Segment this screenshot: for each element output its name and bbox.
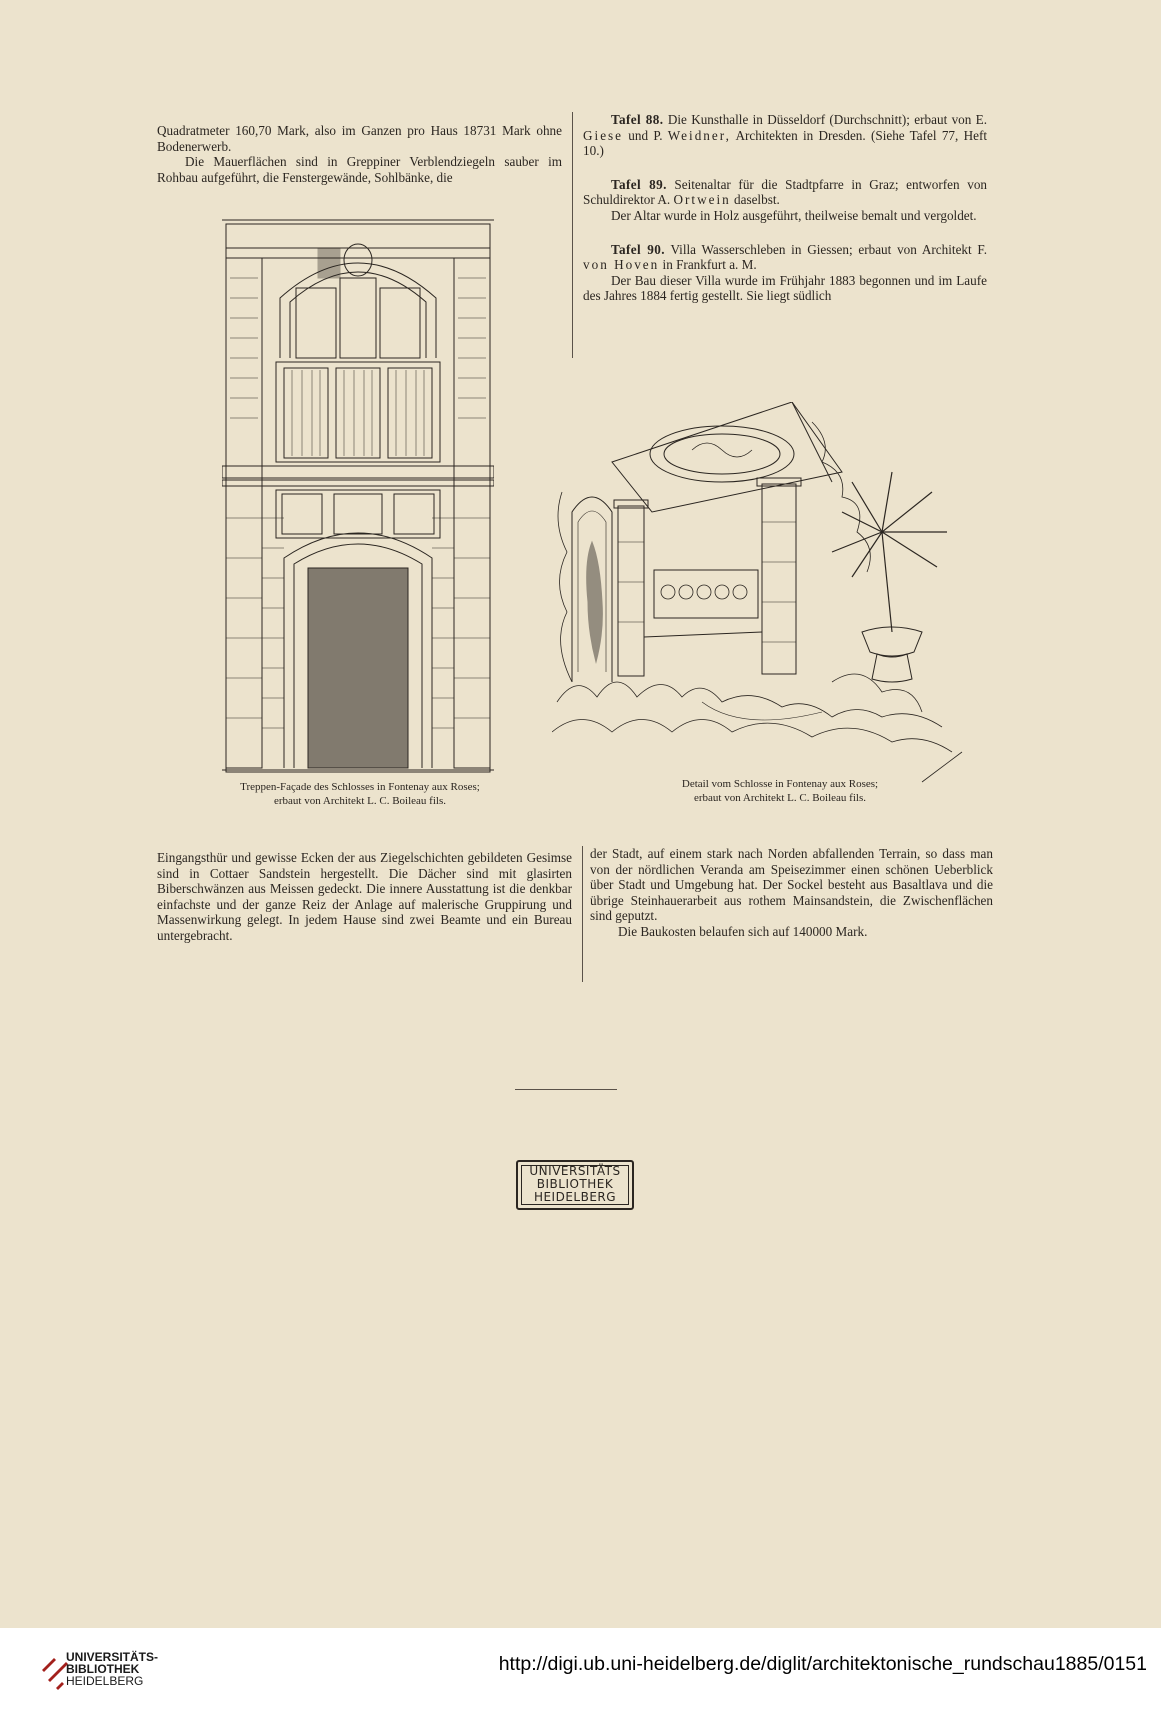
paragraph: Der Altar wurde in Holz ausgeführt, theilweise bemalt und vergoldet. — [611, 207, 977, 223]
paragraph: Eingangsthür und gewisse Ecken der aus Ziegelschichten gebildeten Gesimse sind in Cottaer Sandstein hergestellt. Die Dächer sind mit glasirten Biberschwänzen aus Meissen gedeckt. Die innere Ausstattung ist die denkbar einfachste und der ganze Reiz der Anlage auf malerische Gruppirung und Massenwirkung gelegt. In jedem Hause sind zwei Beamte und ein Bureau untergebracht. — [157, 850, 572, 943]
column-divider — [572, 112, 573, 358]
caption-left: Treppen-Façade des Schlosses in Fontenay aux Roses; erbaut von Architekt L. C. Boileau fils. — [240, 781, 480, 807]
left-column-bottom — [157, 850, 572, 944]
right-column-top — [583, 112, 987, 304]
tafel-88-entry: Tafel 88. Die Kunsthalle in Düsseldorf (Durchschnitt); erbaut von E. Giese und P. Weidner, Architekten in Dresden. (Siehe Tafel 77, Heft 10.) — [583, 112, 988, 159]
architect-name: Ortwein — [673, 192, 731, 208]
library-stamp: UNIVERSITÄTS BIBLIOTHEK HEIDELBERG — [516, 1160, 634, 1210]
paragraph: der Stadt, auf einem stark nach Norden abfallenden Terrain, so dass man von der nördlichen Veranda am Speisezimmer einen schönen Ueberblick über Stadt und Umgebung hat. Der Sockel besteht aus Basaltlava und die übrige Steinhauerarbeit aus rothem Mainsandstein, die Zwischenflächen sind geputzt. — [590, 846, 993, 924]
footer-library-name: UNIVERSITÄTS- BIBLIOTHEK HEIDELBERG — [66, 1650, 159, 1688]
paragraph: Die Baukosten belaufen sich auf 140000 Mark. — [618, 923, 868, 939]
paragraph: Der Bau dieser Villa wurde im Frühjahr 1883 begonnen und im Laufe des Jahres 1884 fertig gestellt. Sie liegt südlich — [583, 272, 987, 304]
caption-right: Detail vom Schlosse in Fontenay aux Roses; erbaut von Architekt L. C. Boileau fils. — [681, 778, 879, 804]
right-column-bottom — [590, 846, 993, 940]
footer-url-link[interactable]: http://digi.ub.uni-heidelberg.de/diglit/architektonische_rundschau1885/0151 — [498, 1653, 1147, 1675]
column-divider — [582, 846, 583, 982]
architect-name: Giese — [583, 127, 624, 143]
tafel-90-entry: Tafel 90. Villa Wasserschleben in Giessen; erbaut von Architekt F. von Hoven in Frankfurt a. M. — [583, 241, 988, 273]
tafel-label: Tafel 88. — [611, 112, 664, 127]
left-column-top — [157, 123, 562, 185]
paragraph: Quadratmeter 160,70 Mark, also im Ganzen pro Haus 18731 Mark ohne Bodenerwerb. — [157, 123, 562, 154]
architect-name: von Hoven — [583, 257, 660, 273]
tafel-label: Tafel 90. — [611, 241, 665, 257]
architect-name: Weidner, — [667, 127, 731, 143]
tafel-89-entry: Tafel 89. Seitenaltar für die Stadtpfarre in Graz; entworfen von Schuldirektor A. Ortwein daselbst. — [583, 176, 988, 208]
facade-illustration — [222, 218, 494, 776]
horizontal-divider — [515, 1089, 617, 1090]
loggia-illustration — [552, 402, 992, 792]
tafel-label: Tafel 89. — [611, 176, 667, 192]
paragraph: Die Mauerflächen sind in Greppiner Verblendziegeln sauber im Rohbau aufgeführt, die Fenstergewände, Sohlbänke, die — [157, 154, 562, 185]
